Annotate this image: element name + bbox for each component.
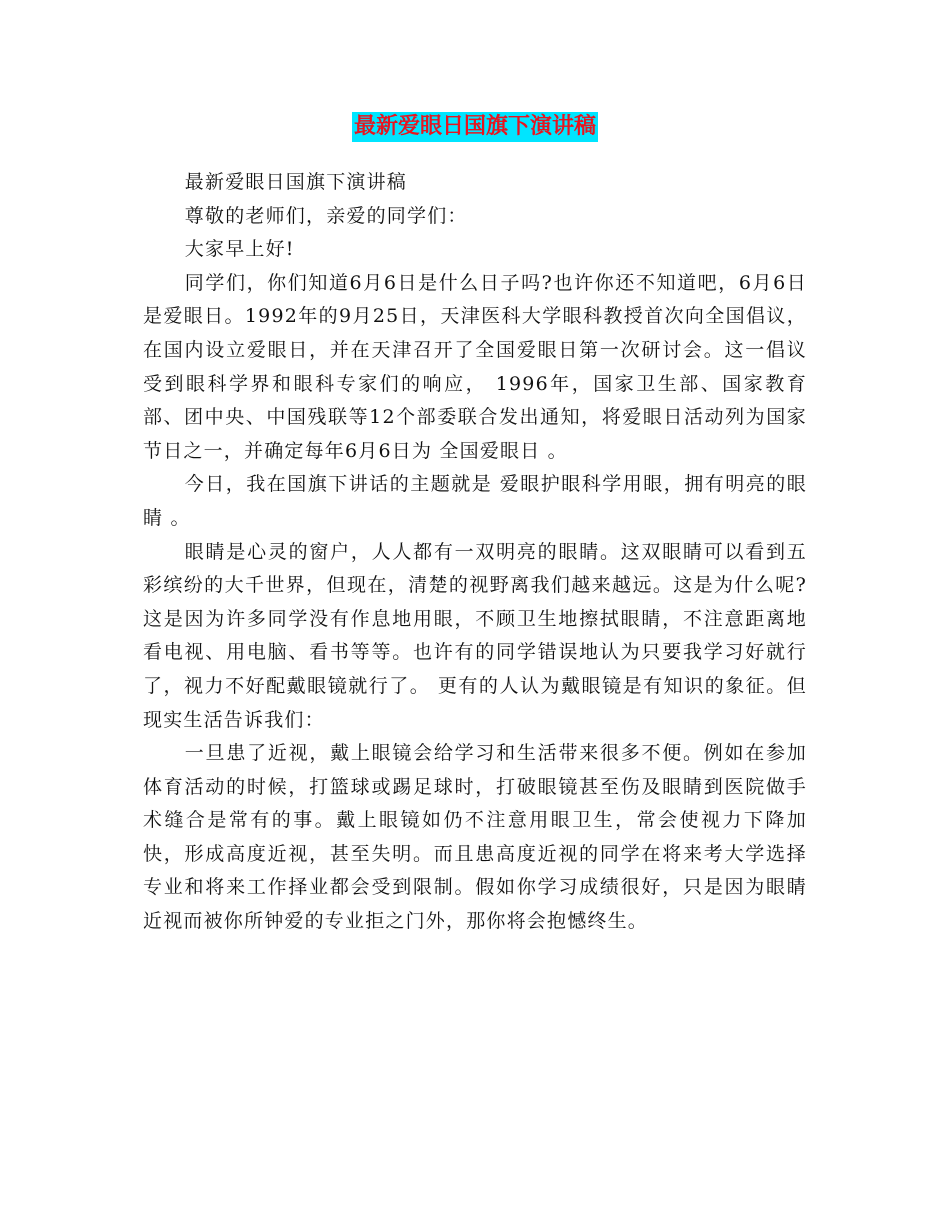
document-body (143, 166, 807, 939)
title-block (0, 112, 950, 142)
paragraph-salutation: 尊敬的老师们，亲爱的同学们： (184, 204, 468, 227)
paragraph-greeting: 大家早上好! (184, 238, 295, 261)
paragraph-heading: 最新爱眼日国旗下演讲稿 (184, 171, 407, 193)
paragraph-eyes: 眼睛是心灵的窗户，人人都有一双明亮的眼睛。这双眼睛可以看到五彩缤纷的大千世界，但现在，清楚的视野离我们越来越远。这是为什么呢?这是因为许多同学没有作息地用眼，不顾卫生地擦拭眼睛，不注意距离地看电视、用电脑、看书等等。也许有的同学错误地认为只要我学习好就行了，视力不好配戴眼镜就行了。 更有的人认为戴眼镜是有知识的象征。但现实生活告诉我们： (143, 540, 807, 731)
paragraph-intro: 同学们，你们知道6月6日是什么日子吗?也许你还不知道吧，6月6日是爱眼日。1992年的9月25日，天津医科大学眼科教授首次向全国倡议，在国内设立爱眼日，并在天津召开了全国爱眼日第一次研讨会。这一倡议受到眼科学界和眼科专家们的响应， 1996年，国家卫生部、国家教育部、团中央、中国残联等12个部委联合发出通知，将爱眼日活动列为国家节日之一，并确定每年6月6日为 全国爱眼日 。 (143, 271, 807, 462)
paragraph-theme: 今日，我在国旗下讲话的主题就是 爱眼护眼科学用眼，拥有明亮的眼睛 。 (143, 473, 807, 529)
page-title: 最新爱眼日国旗下演讲稿 (352, 112, 598, 142)
paragraph-myopia: 一旦患了近视，戴上眼镜会给学习和生活带来很多不便。例如在参加体育活动的时候，打篮球或踢足球时，打破眼镜甚至伤及眼睛到医院做手术缝合是常有的事。戴上眼镜如仍不注意用眼卫生，常会使视力下降加快，形成高度近视，甚至失明。而且患高度近视的同学在将来考大学选择专业和将来工作择业都会受到限制。假如你学习成绩很好，只是因为眼睛近视而被你所钟爱的专业拒之门外，那你将会抱憾终生。 (143, 742, 807, 933)
